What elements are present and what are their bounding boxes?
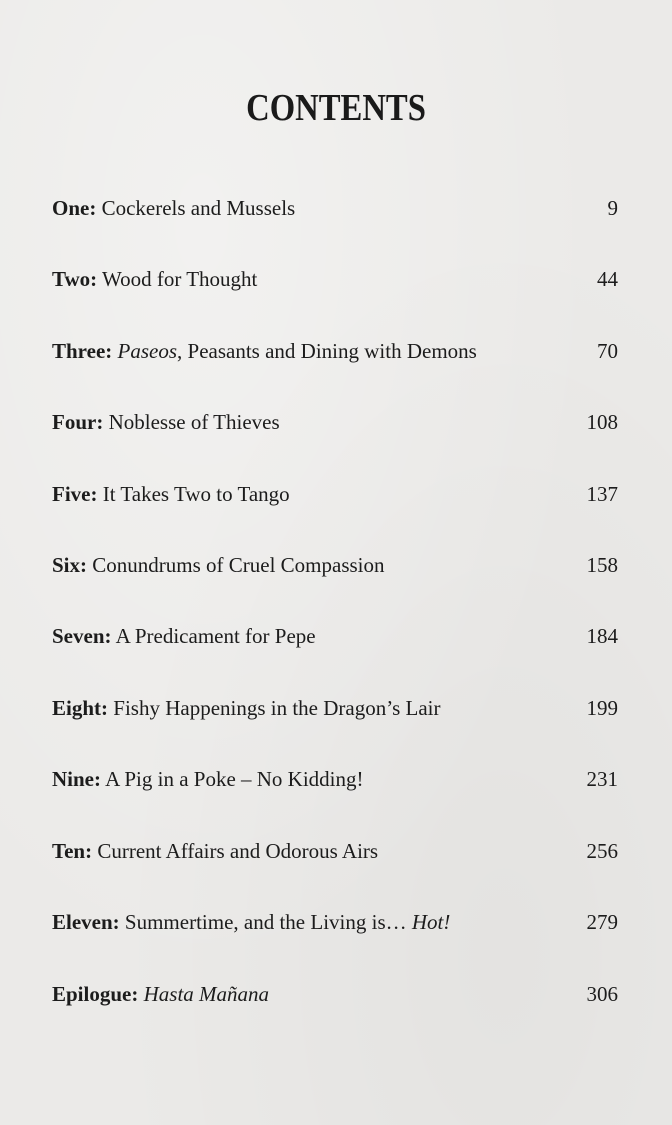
page-number: 256 (586, 839, 618, 863)
chapter-title: Cockerels and Mussels (101, 196, 296, 220)
toc-entry (52, 336, 618, 366)
chapter-title: , Peasants and Dining with Demons (177, 339, 477, 363)
chapter-number: Four: (52, 410, 104, 434)
chapter-title-italic: Hot! (411, 910, 451, 934)
toc-entry (52, 836, 618, 866)
toc-entry (52, 979, 618, 1009)
entry-label (52, 336, 477, 366)
toc-entry (52, 264, 618, 294)
entry-label (52, 264, 257, 294)
toc-entry (52, 621, 618, 651)
entry-label (52, 193, 295, 223)
page-number: 199 (586, 696, 618, 720)
chapter-title: Fishy Happenings in the Dragon’s Lair (113, 696, 441, 720)
chapter-number: Six: (52, 553, 88, 577)
chapter-number: Eight: (52, 696, 109, 720)
entry-label (52, 550, 385, 580)
entry-label (52, 979, 269, 1009)
chapter-number: One: (52, 196, 97, 220)
toc-entry (52, 407, 618, 437)
page-number: 9 (607, 196, 618, 220)
toc-entry (52, 550, 618, 580)
chapter-title: Current Affairs and Odorous Airs (97, 839, 379, 863)
page-number: 70 (597, 339, 618, 363)
entry-label (52, 764, 364, 794)
entry-label (52, 693, 440, 723)
page-number: 279 (586, 910, 618, 934)
entry-label (52, 836, 378, 866)
toc-entry (52, 479, 618, 509)
page-number: 108 (586, 410, 618, 434)
chapter-title: Wood for Thought (101, 267, 258, 291)
chapter-number: Nine: (52, 767, 101, 791)
entry-label (52, 907, 450, 937)
chapter-number: Three: (52, 339, 113, 363)
page-number: 306 (586, 982, 618, 1006)
chapter-title: Conundrums of Cruel Compassion (92, 553, 385, 577)
page-number: 137 (586, 482, 618, 506)
chapter-title-italic: Hasta Mañana (143, 982, 270, 1006)
chapter-number: Epilogue: (52, 982, 139, 1006)
toc-entry (52, 907, 618, 937)
chapter-number: Five: (52, 482, 98, 506)
chapter-number: Ten: (52, 839, 93, 863)
chapter-number: Seven: (52, 624, 112, 648)
page-number: 44 (597, 267, 618, 291)
page-number: 158 (586, 553, 618, 577)
chapter-title: A Pig in a Poke – No Kidding! (105, 767, 364, 791)
toc-entry (52, 693, 618, 723)
chapter-title: Summertime, and the Living is… (124, 910, 412, 934)
page-number: 184 (586, 624, 618, 648)
page-title: CONTENTS (246, 87, 426, 129)
chapter-number: Eleven: (52, 910, 120, 934)
toc-entry (52, 193, 618, 223)
chapter-title: Noblesse of Thieves (108, 410, 280, 434)
page-number: 231 (586, 767, 618, 791)
chapter-number: Two: (52, 267, 98, 291)
chapter-title: It Takes Two to Tango (102, 482, 290, 506)
entry-label (52, 621, 316, 651)
toc-entry (52, 764, 618, 794)
entry-label (52, 479, 290, 509)
chapter-title-italic: Paseos (117, 339, 178, 363)
entry-label (52, 407, 280, 437)
chapter-title: A Predicament for Pepe (115, 624, 316, 648)
